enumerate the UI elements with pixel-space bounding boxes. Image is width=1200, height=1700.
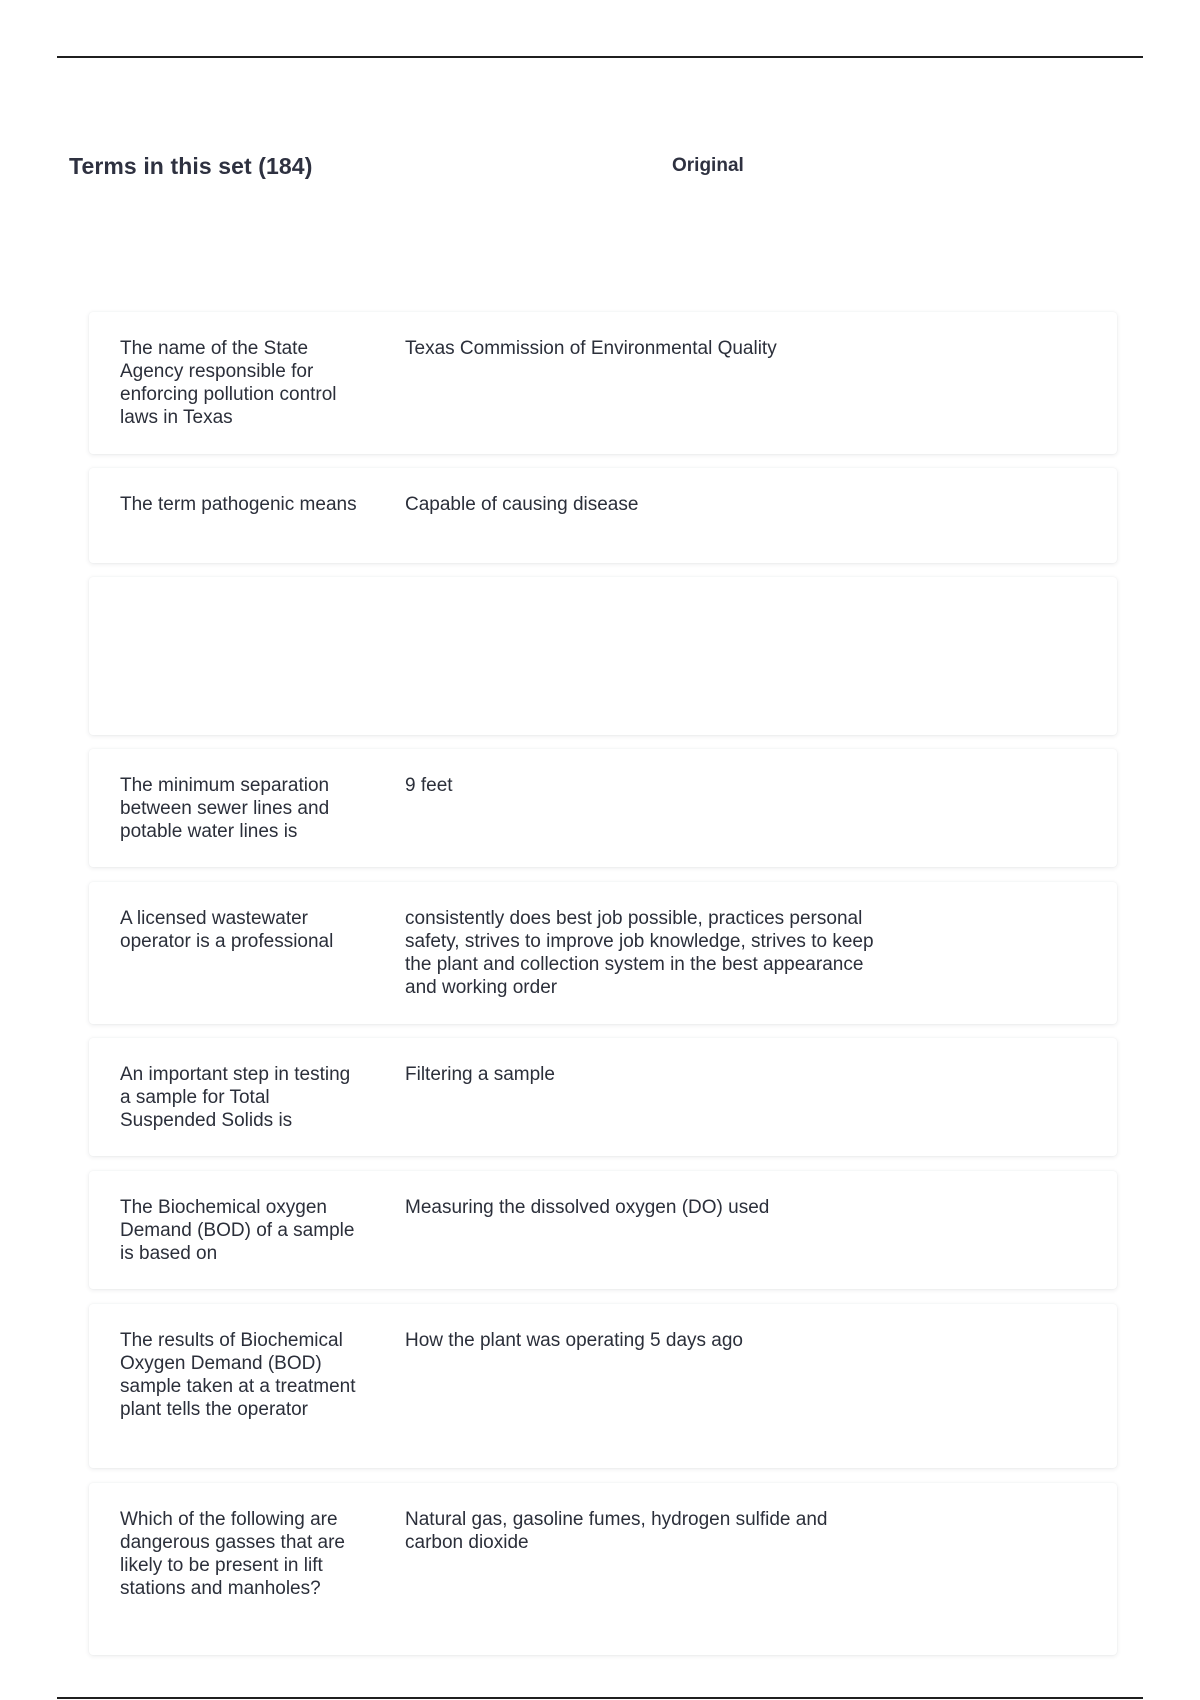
term-text: The Biochemical oxygen Demand (BOD) of a sample is based on	[120, 1197, 355, 1264]
page-title: Terms in this set (184)	[69, 153, 313, 179]
definition-text: consistently does best job possible, practices personal safety, strives to improve job knowledge, strives to keep the plant and collection system in the best appearance and working order	[405, 908, 874, 998]
term-text: A licensed wastewater operator is a professional	[120, 908, 334, 952]
column-label: Original	[672, 155, 744, 176]
definition-text: Texas Commission of Environmental Quality	[405, 338, 777, 359]
term-text: The results of Biochemical Oxygen Demand (BOD) sample taken at a treatment plant tells the operator	[120, 1330, 356, 1420]
definition-text: Measuring the dissolved oxygen (DO) used	[405, 1197, 770, 1218]
term-text: An important step in testing a sample for Total Suspended Solids is	[120, 1064, 351, 1131]
term-text: The name of the State Agency responsible for enforcing pollution control laws in Texas	[120, 338, 337, 428]
definition-text: Natural gas, gasoline fumes, hydrogen sulfide and carbon dioxide	[405, 1509, 828, 1553]
term-card	[89, 468, 1117, 563]
term-card	[89, 1171, 1117, 1289]
term-card	[89, 1304, 1117, 1468]
top-divider	[57, 56, 1143, 58]
term-card	[89, 749, 1117, 867]
definition-text: 9 feet	[405, 775, 453, 796]
definition-text: Capable of causing disease	[405, 494, 639, 515]
term-card	[89, 1483, 1117, 1655]
definition-text: How the plant was operating 5 days ago	[405, 1330, 743, 1351]
term-card-blank	[89, 577, 1117, 735]
term-text: The minimum separation between sewer lines and potable water lines is	[120, 775, 330, 842]
definition-text: Filtering a sample	[405, 1064, 555, 1085]
term-text: The term pathogenic means	[120, 494, 357, 515]
term-card	[89, 882, 1117, 1024]
term-card	[89, 1038, 1117, 1156]
term-text: Which of the following are dangerous gasses that are likely to be present in lift stations and manholes?	[120, 1509, 345, 1599]
bottom-divider	[57, 1697, 1143, 1699]
term-card	[89, 312, 1117, 454]
